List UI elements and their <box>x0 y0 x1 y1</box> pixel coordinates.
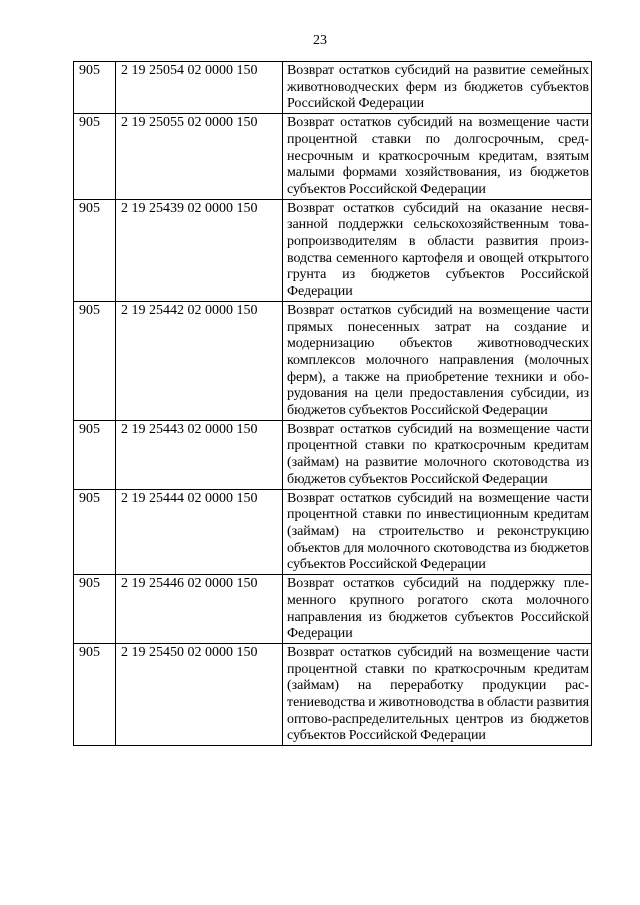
description-cell: Возврат остатков субсидий на возмещение части процентной ставки по краткосрочным кредитам (займам) на развитие молочного скотоводства из бюджетов субъектов Российской Федерации <box>283 420 592 489</box>
admin-code-cell: 905 <box>74 301 116 420</box>
budget-code-cell: 2 19 25055 02 0000 150 <box>116 114 283 200</box>
admin-code-cell: 905 <box>74 420 116 489</box>
page-number: 23 <box>313 33 327 48</box>
admin-code-cell: 905 <box>74 114 116 200</box>
table-row <box>74 489 592 575</box>
budget-code-cell: 2 19 25450 02 0000 150 <box>116 643 283 745</box>
description-cell: Возврат остатков субсидий на возмещение части процентной ставки по краткосрочным кредитам (займам) на переработку продукции растениеводства и животноводства в области развития оптово-распределительных центров из бюджетов субъектов Российской Федерации <box>283 643 592 745</box>
table-row <box>74 114 592 200</box>
budget-code-cell: 2 19 25054 02 0000 150 <box>116 62 283 114</box>
budget-code-cell: 2 19 25439 02 0000 150 <box>116 199 283 301</box>
admin-code-cell: 905 <box>74 199 116 301</box>
budget-code-cell: 2 19 25444 02 0000 150 <box>116 489 283 575</box>
admin-code-cell: 905 <box>74 643 116 745</box>
description-cell: Возврат остатков субсидий на оказание несвязанной поддержки сельскохозяйственным товаропроизводителям в области развития производства семенного картофеля и овощей открытого грунта из бюджетов субъектов Российской Федерации <box>283 199 592 301</box>
table-row <box>74 420 592 489</box>
budget-codes-table <box>73 61 592 746</box>
budget-code-cell: 2 19 25442 02 0000 150 <box>116 301 283 420</box>
budget-code-cell: 2 19 25446 02 0000 150 <box>116 575 283 644</box>
budget-code-cell: 2 19 25443 02 0000 150 <box>116 420 283 489</box>
table-row <box>74 62 592 114</box>
table-row <box>74 199 592 301</box>
admin-code-cell: 905 <box>74 62 116 114</box>
table-row <box>74 575 592 644</box>
table-row <box>74 301 592 420</box>
admin-code-cell: 905 <box>74 575 116 644</box>
description-cell: Возврат остатков субсидий на поддержку племенного крупного рогатого скота молочного направления из бюджетов субъектов Российской Федерации <box>283 575 592 644</box>
admin-code-cell: 905 <box>74 489 116 575</box>
table-row <box>74 643 592 745</box>
description-cell: Возврат остатков субсидий на возмещение части процентной ставки по долгосрочным, среднесрочным и краткосрочным кредитам, взятым малыми формами хозяйствования, из бюджетов субъектов Российской Федерации <box>283 114 592 200</box>
description-cell: Возврат остатков субсидий на развитие семейных животноводческих ферм из бюджетов субъектов Российской Федерации <box>283 62 592 114</box>
description-cell: Возврат остатков субсидий на возмещение части процентной ставки по инвестиционным кредитам (займам) на строительство и реконструкцию объектов для молочного скотоводства из бюджетов субъектов Российской Федерации <box>283 489 592 575</box>
description-cell: Возврат остатков субсидий на возмещение части прямых понесенных затрат на создание и модернизацию объектов животноводческих комплексов молочного направления (молочных ферм), а также на приобретение техники и оборудования на цели предоставления субсидии, из бюджетов субъектов Российской Федерации <box>283 301 592 420</box>
